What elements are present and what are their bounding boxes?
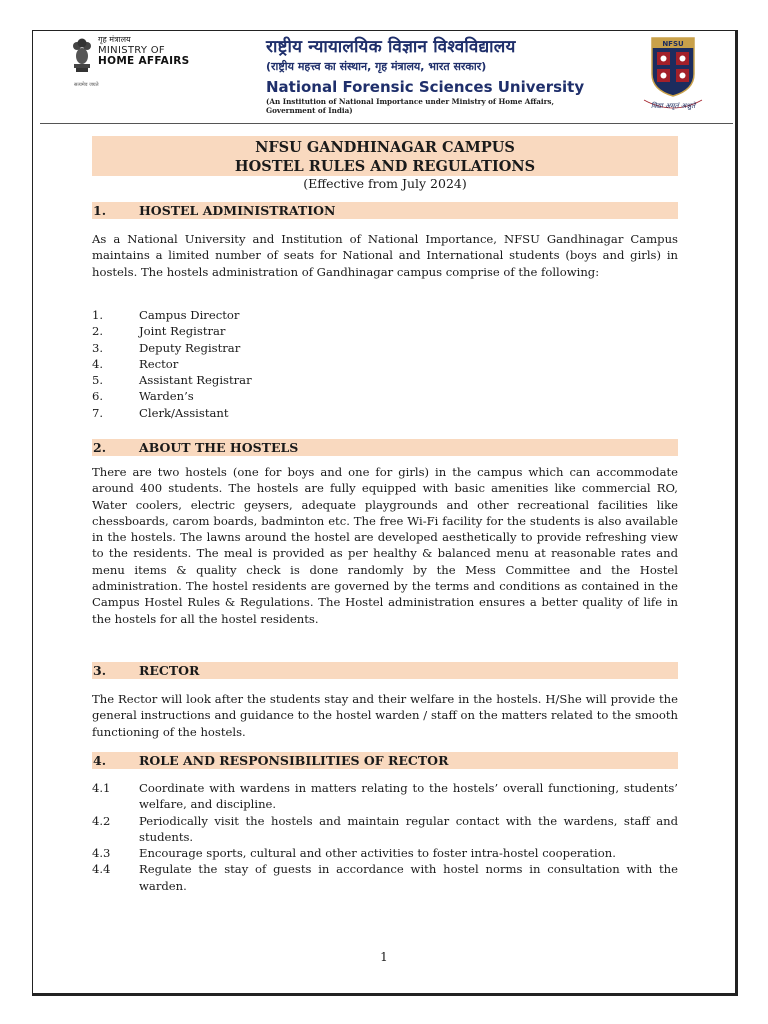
list-item-number: 2.	[92, 324, 104, 339]
list-item-text: Rector	[139, 356, 179, 371]
list-item-number: 4.	[92, 356, 104, 371]
list-item-number: 3.	[92, 340, 104, 355]
ministry-hindi: गृह मंत्रालय	[98, 35, 131, 44]
letterhead	[70, 34, 720, 122]
nfsu-crest-icon	[638, 34, 708, 114]
list-item-number: 7.	[92, 405, 104, 420]
list-item	[92, 388, 678, 404]
section-heading-hostel-administration	[92, 202, 678, 219]
national-emblem-icon	[70, 34, 94, 78]
list-item-text: Warden’s	[139, 389, 194, 404]
section-number: 2.	[93, 440, 107, 455]
list-item-number: 4.2	[92, 813, 111, 828]
section-number: 1.	[93, 203, 107, 218]
page-number: 1	[380, 950, 388, 964]
list-item-text: Coordinate with wardens in matters relating to the hostels’ overall functioning, students’ welfare, and discipline.	[139, 781, 678, 812]
list-item-number: 5.	[92, 373, 104, 388]
ministry-logo	[70, 34, 200, 94]
list-item	[92, 861, 678, 894]
list-item	[92, 405, 678, 421]
section-title: ROLE AND RESPONSIBILITIES OF RECTOR	[139, 753, 449, 768]
list-item-text: Deputy Registrar	[139, 340, 241, 355]
section-paragraph: The Rector will look after the students stay and their welfare in the hostels. H/She will provide the general instructions and guidance to the hostel warden / staff on the matters related to the smooth functioning of the hostels.	[92, 692, 678, 739]
crest-label: NFSU	[662, 40, 684, 48]
list-item-number: 6.	[92, 389, 104, 404]
university-name-block	[266, 34, 586, 115]
university-name-english: National Forensic Sciences University	[266, 78, 585, 96]
list-item-number: 4.3	[92, 846, 111, 861]
section-heading-role-of-rector	[92, 752, 678, 769]
document-title	[92, 136, 678, 176]
list-item-number: 4.4	[92, 862, 111, 877]
section-title: HOSTEL ADMINISTRATION	[139, 203, 336, 218]
section-number: 4.	[93, 753, 107, 768]
ministry-line1: MINISTRY OF	[98, 45, 165, 56]
section-title: RECTOR	[139, 663, 200, 678]
list-item	[92, 340, 678, 356]
header-divider	[40, 123, 733, 124]
list-item-text: Regulate the stay of guests in accordance with hostel norms in consultation with the warden.	[139, 862, 678, 893]
ministry-text	[98, 34, 190, 67]
section-title: ABOUT THE HOSTELS	[139, 440, 299, 455]
rector-responsibilities-list	[92, 780, 678, 894]
university-name-hindi: राष्ट्रीय न्यायालयिक विज्ञान विश्वविद्यालय	[266, 37, 516, 57]
section-number: 3.	[93, 663, 107, 678]
list-item	[92, 372, 678, 388]
university-subtitle-line2: Government of India)	[266, 106, 353, 115]
university-subtitle-english	[266, 97, 586, 115]
list-item	[92, 780, 678, 813]
list-item-text: Joint Registrar	[139, 324, 226, 339]
list-item-text: Clerk/Assistant	[139, 405, 229, 420]
title-line2: HOSTEL RULES AND REGULATIONS	[234, 158, 536, 175]
list-item-text: Campus Director	[139, 308, 240, 322]
list-item	[92, 307, 678, 323]
section-heading-about-the-hostels	[92, 439, 678, 456]
university-subtitle-line1: (An Institution of National Importance under Ministry of Home Affairs,	[266, 97, 554, 106]
list-item	[92, 813, 678, 846]
list-item-number: 4.1	[92, 781, 111, 795]
university-subtitle-hindi: (राष्ट्रीय महत्त्व का संस्थान, गृह मंत्रालय, भारत सरकार)	[266, 60, 487, 73]
crest-motto: विद्या अमृतं अश्नुते	[650, 102, 696, 110]
section-heading-rector	[92, 662, 678, 679]
title-line1: NFSU GANDHINAGAR CAMPUS	[255, 139, 515, 156]
emblem-motto: सत्यमेव जयते	[74, 82, 99, 88]
list-item-number: 1.	[92, 308, 104, 322]
administration-list	[92, 307, 678, 421]
effective-date: (Effective from July 2024)	[303, 176, 467, 191]
list-item	[92, 845, 678, 861]
list-item-text: Periodically visit the hostels and maintain regular contact with the wardens, staff and students.	[139, 813, 678, 844]
list-item-text: Encourage sports, cultural and other activities to foster intra-hostel cooperation.	[139, 846, 616, 861]
ministry-line2: HOME AFFAIRS	[98, 55, 190, 67]
list-item-text: Assistant Registrar	[139, 373, 252, 388]
list-item	[92, 323, 678, 339]
section-paragraph: As a National University and Institution of National Importance, NFSU Gandhinagar Campus maintains a limited number of seats for National and International students (boys and girls) in hostels. The hostels administration of Gandhinagar campus comprise of the following:	[92, 232, 678, 279]
list-item	[92, 356, 678, 372]
section-paragraph: There are two hostels (one for boys and one for girls) in the campus which can accommodate around 400 students. The hostels are fully equipped with basic amenities like commercial RO, Water coolers, electric geysers, adequate playgrounds and other recreational facilities like chessboards, carom boards, badminton etc. The free Wi-Fi facility for the students is also available in the hostels. The lawns around the hostel are developed aesthetically to provide refreshing view to the residents. The meal is provided as per healthy & balanced menu at reasonable rates and menu items & quality check is done randomly by the Mess Committee and the Hostel administration. The hostel residents are governed by the terms and conditions as contained in the Campus Hostel Rules & Regulations. The Hostel administration ensures a better quality of life in the hostels for all the hostel residents.	[92, 465, 678, 626]
